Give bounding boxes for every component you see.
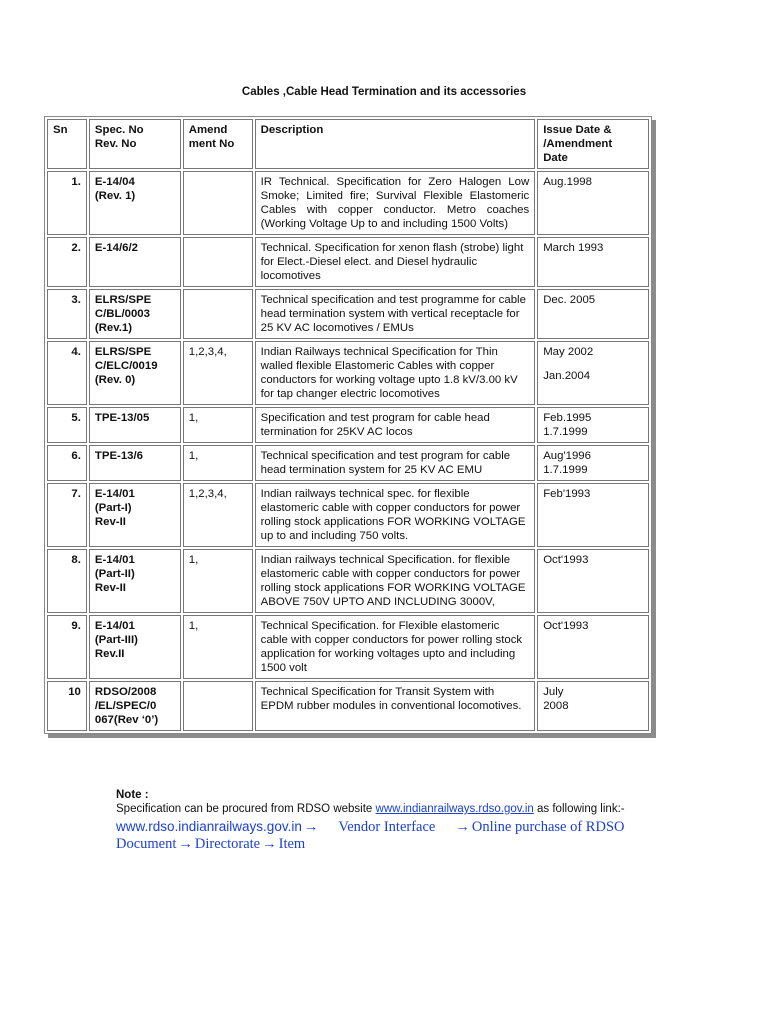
path-step-item: Item: [278, 836, 306, 852]
table-row: [47, 483, 649, 547]
row-description: Indian Railways technical Specification for Thin walled flexible Elastomeric Cables with copper conductors for working voltage upto 1.8 kV/3.00 kV for tap changer electric locomotives: [255, 341, 536, 405]
row-amendment: [183, 171, 253, 235]
header-date-line2: /Amendment: [543, 138, 613, 150]
spec-line: RDSO/2008: [94, 686, 157, 698]
row-issue-date: [537, 171, 649, 235]
row-sn: 7.: [47, 483, 87, 547]
spec-line: Rev.II: [94, 648, 125, 660]
date-line: 1.7.1999: [543, 426, 588, 438]
row-issue-date: [537, 341, 649, 405]
row-amendment: [183, 289, 253, 339]
note-text: [116, 802, 656, 816]
date-line: March 1993: [543, 242, 604, 254]
row-description: Specification and test program for cable head termination for 25KV AC locos: [255, 407, 536, 443]
row-spec-no: [89, 483, 181, 547]
row-spec-no: [89, 237, 181, 287]
row-description: Technical Specification for Transit System with EPDM rubber modules in conventional locomotives.: [255, 681, 536, 731]
table-row: [47, 681, 649, 731]
arrow-right-icon: →: [262, 836, 277, 852]
spec-line: 067(Rev ‘0’): [94, 714, 159, 726]
row-sn: 3.: [47, 289, 87, 339]
row-description: Technical Specification. for Flexible elastomeric cable with copper conductors for power rolling stock application for working voltages upto and including 1500 volt: [255, 615, 536, 679]
row-amendment: 1,: [183, 549, 253, 613]
row-spec-no: [89, 289, 181, 339]
date-line: Oct'1993: [543, 554, 589, 566]
row-sn: 8.: [47, 549, 87, 613]
table-body: [47, 171, 649, 731]
spec-line: TPE-13/05: [94, 412, 150, 424]
table-row: [47, 615, 649, 679]
row-description: Technical. Specification for xenon flash (strobe) light for Elect.-Diesel elect. and Diesel hydraulic locomotives: [255, 237, 536, 287]
row-description: IR Technical. Specification for Zero Halogen Low Smoke; Limited fire; Survival Flexible Elastomeric Cables with copper conductor. Metro coaches (Working Voltage Up to and including 1500 Volts): [255, 171, 536, 235]
row-description: Indian railways technical spec. for flexible elastomeric cable with copper conductors for power rolling stock applications FOR WORKING VOLTAGE up to and including 750 volts.: [255, 483, 536, 547]
row-amendment: 1,: [183, 407, 253, 443]
row-issue-date: [537, 445, 649, 481]
row-issue-date: [537, 407, 649, 443]
row-amendment: [183, 237, 253, 287]
spec-line: E-14/01: [94, 554, 135, 566]
table-row: [47, 171, 649, 235]
table-row: [47, 237, 649, 287]
spec-line: (Part-I): [94, 502, 132, 514]
spec-line: E-14/01: [94, 620, 135, 632]
date-line: Jan.2004: [543, 370, 591, 382]
spec-line: C/ELC/0019: [94, 360, 158, 372]
date-line: Aug.1998: [543, 176, 592, 188]
spec-line: E-14/01: [94, 488, 135, 500]
date-line: Feb'1993: [543, 488, 591, 500]
path-step-vendor-interface: Vendor Interface: [338, 819, 436, 835]
table-row: [47, 549, 649, 613]
rdso-website-link[interactable]: www.indianrailways.rdso.gov.in: [375, 803, 534, 815]
path-step-online-purchase: Online purchase of RDSO Document: [116, 819, 625, 852]
header-issue-date: [537, 119, 649, 169]
row-amendment: 1,: [183, 445, 253, 481]
table-row: [47, 445, 649, 481]
spec-line: /EL/SPEC/0: [94, 700, 157, 712]
row-spec-no: [89, 407, 181, 443]
row-spec-no: [89, 171, 181, 235]
date-line: Oct'1993: [543, 620, 589, 632]
arrow-right-icon: →: [303, 819, 319, 835]
row-spec-no: [89, 341, 181, 405]
row-sn: 10: [47, 681, 87, 731]
header-spec-no: [89, 119, 181, 169]
date-line: Feb.1995: [543, 412, 592, 424]
path-step-directorate: Directorate: [194, 836, 261, 852]
header-amendment-no: [183, 119, 253, 169]
header-date-line3: Date: [543, 152, 568, 164]
spec-line: TPE-13/6: [94, 450, 144, 462]
row-spec-no: [89, 549, 181, 613]
table-row: [47, 407, 649, 443]
row-issue-date: [537, 681, 649, 731]
spec-line: (Rev. 1): [94, 190, 136, 202]
row-issue-date: [537, 483, 649, 547]
table-row: [47, 289, 649, 339]
navigation-path: [116, 818, 656, 853]
note-text-before: Specification can be procured from RDSO website: [116, 803, 376, 815]
row-sn: 9.: [47, 615, 87, 679]
table-row: [47, 341, 649, 405]
row-description: Technical specification and test programme for cable head termination system with vertical receptacle for 25 KV AC locomotives / EMUs: [255, 289, 536, 339]
row-sn: 4.: [47, 341, 87, 405]
row-amendment: 1,2,3,4,: [183, 341, 253, 405]
spec-table: [45, 117, 651, 733]
header-spec-line2: Rev. No: [94, 138, 137, 150]
row-sn: 5.: [47, 407, 87, 443]
spec-line: E-14/6/2: [94, 242, 138, 254]
spec-line: (Rev.1): [94, 322, 133, 334]
arrow-right-icon: →: [178, 836, 193, 852]
spec-line: (Part-III): [94, 634, 138, 646]
date-line: Dec. 2005: [543, 294, 596, 306]
row-description: Technical specification and test program for cable head termination system for 25 KV AC EMU: [255, 445, 536, 481]
header-sn: Sn: [47, 119, 87, 169]
row-issue-date: [537, 615, 649, 679]
spec-table-container: [44, 116, 652, 734]
date-line: May 2002: [543, 346, 594, 358]
row-issue-date: [537, 237, 649, 287]
spec-line: E-14/04: [94, 176, 135, 188]
spec-line: Rev-II: [94, 582, 126, 594]
spec-line: Rev-II: [94, 516, 126, 528]
note-section: [116, 788, 656, 853]
row-issue-date: [537, 549, 649, 613]
row-spec-no: [89, 615, 181, 679]
date-line: July: [543, 686, 564, 698]
date-line: 1.7.1999: [543, 464, 588, 476]
row-sn: 1.: [47, 171, 87, 235]
spec-line: ELRS/SPE: [94, 346, 152, 358]
row-amendment: [183, 681, 253, 731]
row-sn: 6.: [47, 445, 87, 481]
document-title: Cables ,Cable Head Termination and its accessories: [241, 86, 527, 98]
row-amendment: 1,: [183, 615, 253, 679]
spec-line: (Part-II): [94, 568, 135, 580]
row-sn: 2.: [47, 237, 87, 287]
header-description: Description: [255, 119, 536, 169]
note-text-after: as following link:-: [533, 803, 625, 815]
date-line: Aug'1996: [543, 450, 591, 462]
header-amend-line2: ment No: [188, 138, 235, 150]
header-spec-line1: Spec. No: [94, 124, 144, 136]
row-amendment: 1,2,3,4,: [183, 483, 253, 547]
header-date-line1: Issue Date &: [543, 124, 612, 136]
date-line: 2008: [543, 700, 569, 712]
spec-line: C/BL/0003: [94, 308, 150, 320]
row-description: Indian railways technical Specification. for flexible elastomeric cable with copper conductors for power rolling stock applications FOR WORKING VOLTAGE ABOVE 750V UPTO AND INCLUDING 3000V,: [255, 549, 536, 613]
spec-line: ELRS/SPE: [94, 294, 152, 306]
spec-line: (Rev. 0): [94, 374, 136, 386]
row-spec-no: [89, 681, 181, 731]
row-issue-date: [537, 289, 649, 339]
path-site: www.rdso.indianrailways.gov.in: [116, 819, 302, 834]
header-amend-line1: Amend: [188, 124, 228, 136]
row-spec-no: [89, 445, 181, 481]
table-header-row: [47, 119, 649, 169]
note-title: Note :: [116, 789, 149, 801]
arrow-right-icon: →: [455, 819, 470, 835]
